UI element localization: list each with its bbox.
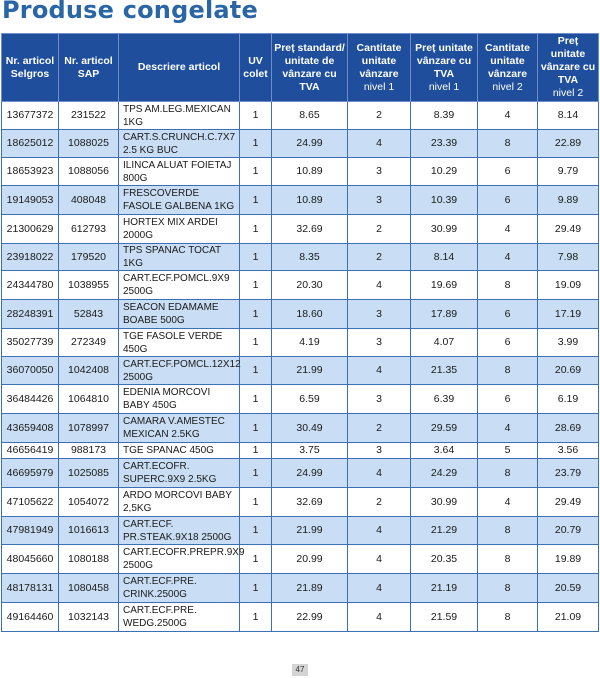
table-row — [2, 102, 599, 130]
quantity-level-1-cell: 3 — [348, 385, 411, 414]
description-cell: CART.ECOFR.PREPR.9X9 2500G — [119, 545, 240, 574]
sap-article-cell: 988173 — [59, 443, 119, 459]
quantity-level-1-cell: 3 — [348, 443, 411, 459]
description-cell: CART.ECF. PR.STEAK.9X18 2500G — [119, 517, 240, 545]
standard-price-cell: 21.99 — [272, 357, 348, 385]
standard-price-cell: 4.19 — [272, 329, 348, 357]
header-price-level-1: Preț unitate vânzare cu TVA nivel 1 — [411, 34, 478, 102]
selgros-article-cell: 19149053 — [2, 186, 59, 215]
selgros-article-cell: 23918022 — [2, 244, 59, 271]
quantity-level-1-cell: 4 — [348, 459, 411, 488]
quantity-level-2-cell: 8 — [478, 459, 538, 488]
table-row — [2, 603, 599, 632]
sap-article-cell: 1064810 — [59, 385, 119, 414]
standard-price-cell: 21.99 — [272, 517, 348, 545]
quantity-level-1-cell: 2 — [348, 244, 411, 271]
uv-colet-cell: 1 — [240, 414, 272, 443]
header-uv-colet: UV colet — [240, 34, 272, 102]
selgros-article-cell: 48178131 — [2, 574, 59, 603]
price-level-1-cell: 29.59 — [411, 414, 478, 443]
price-level-1-cell: 21.59 — [411, 603, 478, 632]
price-level-1-cell: 10.39 — [411, 186, 478, 215]
sap-article-cell: 179520 — [59, 244, 119, 271]
quantity-level-1-cell: 2 — [348, 488, 411, 517]
price-level-1-cell: 21.19 — [411, 574, 478, 603]
uv-colet-cell: 1 — [240, 488, 272, 517]
table-row — [2, 443, 599, 459]
uv-colet-cell: 1 — [240, 244, 272, 271]
quantity-level-1-cell: 3 — [348, 300, 411, 329]
price-level-1-cell: 8.39 — [411, 102, 478, 130]
quantity-level-1-cell: 4 — [348, 545, 411, 574]
sap-article-cell: 1042408 — [59, 357, 119, 385]
selgros-article-cell: 13677372 — [2, 102, 59, 130]
description-cell: TPS SPANAC TOCAT 1KG — [119, 244, 240, 271]
price-level-2-cell: 3.56 — [538, 443, 599, 459]
product-rows — [2, 102, 599, 632]
price-level-2-cell: 23.79 — [538, 459, 599, 488]
quantity-level-1-cell: 4 — [348, 517, 411, 545]
price-level-2-cell: 19.09 — [538, 271, 599, 300]
price-level-2-cell: 29.49 — [538, 215, 599, 244]
quantity-level-1-cell: 4 — [348, 130, 411, 158]
quantity-level-2-cell: 4 — [478, 215, 538, 244]
sap-article-cell: 1054072 — [59, 488, 119, 517]
sap-article-cell: 1078997 — [59, 414, 119, 443]
price-level-2-cell: 21.09 — [538, 603, 599, 632]
quantity-level-2-cell: 8 — [478, 271, 538, 300]
uv-colet-cell: 1 — [240, 443, 272, 459]
description-cell: CART.ECF.POMCL.12X12 2500G — [119, 357, 240, 385]
description-cell: SEACON EDAMAME BOABE 500G — [119, 300, 240, 329]
uv-colet-cell: 1 — [240, 215, 272, 244]
sap-article-cell: 272349 — [59, 329, 119, 357]
price-level-1-cell: 4.07 — [411, 329, 478, 357]
price-level-1-cell: 24.29 — [411, 459, 478, 488]
price-level-1-cell: 8.14 — [411, 244, 478, 271]
selgros-article-cell: 36070050 — [2, 357, 59, 385]
quantity-level-1-cell: 2 — [348, 215, 411, 244]
price-level-1-cell: 21.35 — [411, 357, 478, 385]
price-level-2-cell: 6.19 — [538, 385, 599, 414]
description-cell: ARDO MORCOVI BABY 2,5KG — [119, 488, 240, 517]
price-level-1-cell: 6.39 — [411, 385, 478, 414]
price-level-1-cell: 3.64 — [411, 443, 478, 459]
quantity-level-2-cell: 5 — [478, 443, 538, 459]
price-level-2-cell: 3.99 — [538, 329, 599, 357]
uv-colet-cell: 1 — [240, 385, 272, 414]
table-row — [2, 271, 599, 300]
sap-article-cell: 1088056 — [59, 158, 119, 186]
standard-price-cell: 6.59 — [272, 385, 348, 414]
sap-article-cell: 1080188 — [59, 545, 119, 574]
price-level-2-cell: 8.14 — [538, 102, 599, 130]
standard-price-cell: 32.69 — [272, 215, 348, 244]
description-cell: FRESCOVERDE FASOLE GALBENA 1KG — [119, 186, 240, 215]
uv-colet-cell: 1 — [240, 357, 272, 385]
price-level-1-cell: 30.99 — [411, 215, 478, 244]
price-level-2-cell: 20.79 — [538, 517, 599, 545]
standard-price-cell: 21.89 — [272, 574, 348, 603]
uv-colet-cell: 1 — [240, 186, 272, 215]
quantity-level-2-cell: 6 — [478, 385, 538, 414]
description-cell: TGE SPANAC 450G — [119, 443, 240, 459]
quantity-level-2-cell: 6 — [478, 300, 538, 329]
selgros-article-cell: 47105622 — [2, 488, 59, 517]
sap-article-cell: 408048 — [59, 186, 119, 215]
table-header-row — [2, 34, 599, 102]
table-row — [2, 385, 599, 414]
page-number: 47 — [292, 664, 308, 676]
description-cell: TGE FASOLE VERDE 450G — [119, 329, 240, 357]
header-standard-price: Preț standard/ unitate de vânzare cu TVA — [272, 34, 348, 102]
quantity-level-1-cell: 3 — [348, 186, 411, 215]
uv-colet-cell: 1 — [240, 459, 272, 488]
standard-price-cell: 32.69 — [272, 488, 348, 517]
selgros-article-cell: 21300629 — [2, 215, 59, 244]
selgros-article-cell: 36484426 — [2, 385, 59, 414]
price-level-2-cell: 9.89 — [538, 186, 599, 215]
header-quantity-level-2: Cantitate unitate vânzare nivel 2 — [478, 34, 538, 102]
quantity-level-1-cell: 2 — [348, 102, 411, 130]
quantity-level-2-cell: 8 — [478, 357, 538, 385]
quantity-level-1-cell: 4 — [348, 574, 411, 603]
price-level-1-cell: 23.39 — [411, 130, 478, 158]
selgros-article-cell: 24344780 — [2, 271, 59, 300]
sap-article-cell: 1032143 — [59, 603, 119, 632]
price-level-2-cell: 29.49 — [538, 488, 599, 517]
table-row — [2, 517, 599, 545]
uv-colet-cell: 1 — [240, 271, 272, 300]
sap-article-cell: 1038955 — [59, 271, 119, 300]
description-cell: HORTEX MIX ARDEI 2000G — [119, 215, 240, 244]
uv-colet-cell: 1 — [240, 130, 272, 158]
description-cell: CART.S.CRUNCH.C.7X7 2.5 KG BUC — [119, 130, 240, 158]
quantity-level-1-cell: 2 — [348, 414, 411, 443]
standard-price-cell: 30.49 — [272, 414, 348, 443]
table-row — [2, 357, 599, 385]
sap-article-cell: 612793 — [59, 215, 119, 244]
uv-colet-cell: 1 — [240, 574, 272, 603]
selgros-article-cell: 18625012 — [2, 130, 59, 158]
quantity-level-1-cell: 3 — [348, 329, 411, 357]
standard-price-cell: 10.89 — [272, 186, 348, 215]
standard-price-cell: 8.65 — [272, 102, 348, 130]
price-level-1-cell: 20.35 — [411, 545, 478, 574]
table-row — [2, 158, 599, 186]
standard-price-cell: 3.75 — [272, 443, 348, 459]
quantity-level-2-cell: 6 — [478, 186, 538, 215]
price-level-2-cell: 22.89 — [538, 130, 599, 158]
table-row — [2, 186, 599, 215]
table-row — [2, 488, 599, 517]
price-level-2-cell: 19.89 — [538, 545, 599, 574]
uv-colet-cell: 1 — [240, 545, 272, 574]
standard-price-cell: 10.89 — [272, 158, 348, 186]
selgros-article-cell: 28248391 — [2, 300, 59, 329]
price-level-1-cell: 21.29 — [411, 517, 478, 545]
header-description: Descriere articol — [119, 34, 240, 102]
quantity-level-2-cell: 8 — [478, 603, 538, 632]
sap-article-cell: 52843 — [59, 300, 119, 329]
description-cell: CART.ECF.POMCL.9X9 2500G — [119, 271, 240, 300]
price-level-2-cell: 20.59 — [538, 574, 599, 603]
uv-colet-cell: 1 — [240, 603, 272, 632]
uv-colet-cell: 1 — [240, 329, 272, 357]
quantity-level-2-cell: 4 — [478, 244, 538, 271]
header-quantity-level-1: Cantitate unitate vânzare nivel 1 — [348, 34, 411, 102]
price-level-2-cell: 17.19 — [538, 300, 599, 329]
price-level-1-cell: 17.89 — [411, 300, 478, 329]
header-selgros-article: Nr. articol Selgros — [2, 34, 59, 102]
quantity-level-2-cell: 8 — [478, 130, 538, 158]
quantity-level-2-cell: 6 — [478, 158, 538, 186]
standard-price-cell: 8.35 — [272, 244, 348, 271]
quantity-level-2-cell: 4 — [478, 414, 538, 443]
sap-article-cell: 1088025 — [59, 130, 119, 158]
price-level-2-cell: 28.69 — [538, 414, 599, 443]
description-cell: TPS AM.LEG.MEXICAN 1KG — [119, 102, 240, 130]
table-row — [2, 459, 599, 488]
price-level-2-cell: 20.69 — [538, 357, 599, 385]
table-row — [2, 574, 599, 603]
quantity-level-2-cell: 4 — [478, 488, 538, 517]
selgros-article-cell: 49164460 — [2, 603, 59, 632]
standard-price-cell: 20.30 — [272, 271, 348, 300]
description-cell: ILINCA ALUAT FOIETAJ 800G — [119, 158, 240, 186]
selgros-article-cell: 46656419 — [2, 443, 59, 459]
selgros-article-cell: 18653923 — [2, 158, 59, 186]
sap-article-cell: 1025085 — [59, 459, 119, 488]
sap-article-cell: 1080458 — [59, 574, 119, 603]
quantity-level-2-cell: 6 — [478, 329, 538, 357]
sap-article-cell: 231522 — [59, 102, 119, 130]
price-level-2-cell: 7.98 — [538, 244, 599, 271]
description-cell: CART.ECF.PRE. CRINK.2500G — [119, 574, 240, 603]
table-row — [2, 414, 599, 443]
standard-price-cell: 22.99 — [272, 603, 348, 632]
uv-colet-cell: 1 — [240, 102, 272, 130]
selgros-article-cell: 46695979 — [2, 459, 59, 488]
quantity-level-2-cell: 8 — [478, 545, 538, 574]
quantity-level-1-cell: 4 — [348, 603, 411, 632]
quantity-level-1-cell: 4 — [348, 357, 411, 385]
price-level-1-cell: 30.99 — [411, 488, 478, 517]
quantity-level-2-cell: 8 — [478, 517, 538, 545]
table-row — [2, 300, 599, 329]
quantity-level-1-cell: 4 — [348, 271, 411, 300]
header-price-level-2: Preț unitate vânzare cu TVA nivel 2 — [538, 34, 599, 102]
price-level-1-cell: 19.69 — [411, 271, 478, 300]
selgros-article-cell: 35027739 — [2, 329, 59, 357]
description-cell: EDENIA MORCOVI BABY 450G — [119, 385, 240, 414]
description-cell: CART.ECF.PRE. WEDG.2500G — [119, 603, 240, 632]
selgros-article-cell: 43659408 — [2, 414, 59, 443]
quantity-level-1-cell: 3 — [348, 158, 411, 186]
price-level-1-cell: 10.29 — [411, 158, 478, 186]
selgros-article-cell: 48045660 — [2, 545, 59, 574]
price-level-2-cell: 9.79 — [538, 158, 599, 186]
table-row — [2, 130, 599, 158]
products-table — [1, 33, 599, 632]
table-row — [2, 244, 599, 271]
quantity-level-2-cell: 8 — [478, 574, 538, 603]
standard-price-cell: 24.99 — [272, 130, 348, 158]
description-cell: CAMARA V.AMESTEC MEXICAN 2.5KG — [119, 414, 240, 443]
quantity-level-2-cell: 4 — [478, 102, 538, 130]
table-row — [2, 329, 599, 357]
page-title: Produse congelate — [2, 0, 258, 24]
table-row — [2, 545, 599, 574]
standard-price-cell: 18.60 — [272, 300, 348, 329]
uv-colet-cell: 1 — [240, 158, 272, 186]
standard-price-cell: 24.99 — [272, 459, 348, 488]
uv-colet-cell: 1 — [240, 300, 272, 329]
description-cell: CART.ECOFR. SUPERC.9X9 2.5KG — [119, 459, 240, 488]
uv-colet-cell: 1 — [240, 517, 272, 545]
table-row — [2, 215, 599, 244]
header-sap-article: Nr. articol SAP — [59, 34, 119, 102]
sap-article-cell: 1016613 — [59, 517, 119, 545]
standard-price-cell: 20.99 — [272, 545, 348, 574]
selgros-article-cell: 47981949 — [2, 517, 59, 545]
